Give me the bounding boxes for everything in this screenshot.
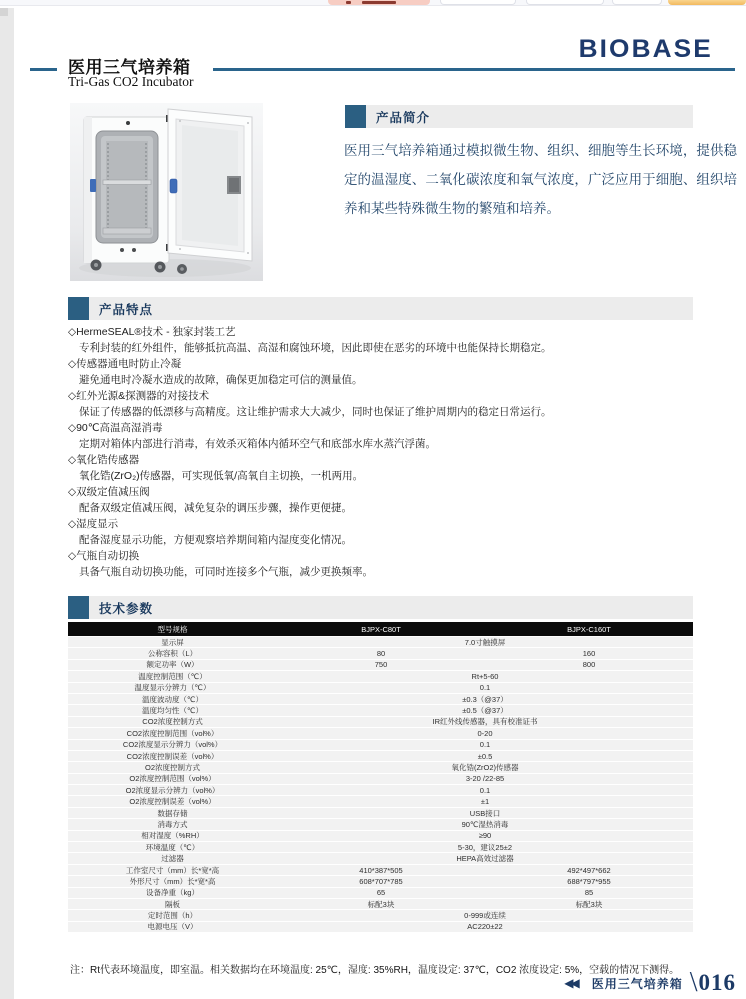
browser-chrome-strip [0, 0, 746, 6]
table-row [68, 774, 693, 785]
row-label: 工作室尺寸（mm）长*宽*高 [125, 865, 220, 875]
footer-separator: \ [689, 967, 698, 998]
table-row [68, 751, 693, 762]
row-value-c160t: 160 [582, 649, 596, 659]
row-value-merged: AC220±22 [467, 922, 503, 932]
row-value-c160t: 492*497*662 [567, 865, 611, 875]
footer-section-label: 医用三气培养箱 [591, 976, 683, 991]
row-value-merged: 0.1 [479, 785, 491, 795]
row-label: CO2浓度控制误差（vol%） [126, 751, 219, 761]
header-cell-model-1: BJPX-C80T [361, 624, 401, 634]
row-label: 外形尺寸（mm）长*宽*高 [129, 876, 216, 886]
row-value-merged: 7.0寸触摸屏 [464, 637, 506, 647]
table-row [68, 865, 693, 876]
row-label: CO2浓度显示分辨力（vol%） [122, 740, 223, 750]
spec-table-body [68, 637, 693, 933]
feature-description: 保证了传感器的低漂移与高精度。这让维护需求大大减少，同时也保证了维护周期内的稳定日常运行。 [79, 406, 552, 418]
row-value-merged: ±0.5（@37） [462, 706, 508, 716]
feature-description: 配备湿度显示功能，方便观察培养期间箱内湿度变化情况。 [79, 534, 352, 546]
spec-table [68, 622, 693, 933]
section-square-icon [68, 297, 89, 320]
table-row [68, 717, 693, 728]
intro-paragraph: 医用三气培养箱通过模拟微生物、组织、细胞等生长环境，提供稳定的温湿度、二氧化碳浓度和氧气浓度，广泛应用于细胞、组织培养和某些特殊微生物的繁殖和培养。 [344, 143, 737, 216]
row-label: 电源电压（V） [147, 922, 198, 932]
feature-title: ◇HermeSEAL®技术 - 独家封装工艺 [68, 326, 236, 338]
row-value-c160t: 标配3块 [575, 899, 603, 909]
section-banner-features [68, 297, 693, 320]
feature-description: 配备双级定值减压阀，减免复杂的调压步骤，操作更便捷。 [79, 502, 352, 514]
row-label: O2浓度控制范围（vol%） [129, 774, 216, 784]
table-row [68, 740, 693, 751]
brand-logo: BIOBASE [578, 35, 713, 63]
section-banner-specs [68, 596, 693, 619]
table-row [68, 922, 693, 933]
table-row [68, 683, 693, 694]
feature-description: 避免通电时冷凝水造成的故障，确保更加稳定可信的测量值。 [79, 374, 363, 386]
table-row [68, 831, 693, 842]
browser-tab[interactable] [440, 0, 516, 5]
row-value-c80t: 750 [374, 660, 388, 670]
row-value-merged: ≥90 [478, 831, 492, 841]
table-row [68, 660, 693, 671]
table-row [68, 705, 693, 716]
row-value-merged: 0-20 [477, 728, 493, 738]
header-rule-line [213, 68, 735, 71]
row-value-c160t: 688*797*955 [567, 876, 611, 886]
row-value-merged: ±0.3（@37） [462, 694, 508, 704]
table-row [68, 819, 693, 830]
row-value-merged: HEPA高效过滤器 [456, 854, 514, 864]
tab-title-fragment [362, 1, 396, 4]
row-value-merged: 5-30，建议25±2 [457, 842, 513, 852]
spec-table-header [68, 622, 693, 637]
feature-title: ◇红外光源&探测器的对接技术 [68, 390, 210, 402]
browser-tab[interactable] [526, 0, 604, 5]
table-row [68, 762, 693, 773]
page-left-margin-strip [0, 8, 14, 999]
row-value-c80t: 65 [376, 888, 386, 898]
table-row [68, 671, 693, 682]
row-value-merged: USB接口 [469, 808, 501, 818]
row-value-c80t: 608*707*785 [359, 876, 403, 886]
table-row [68, 637, 693, 648]
table-row [68, 853, 693, 864]
section-title: 产品特点 [99, 302, 154, 317]
section-banner-intro [345, 105, 693, 128]
table-row [68, 876, 693, 887]
feature-description: 定期对箱体内部进行消毒，有效杀灭箱体内循环空气和底部水库水蒸汽浮菌。 [79, 438, 436, 450]
table-row [68, 888, 693, 899]
row-value-merged: 0.1 [479, 740, 491, 750]
table-row [68, 728, 693, 739]
row-value-c80t: 410*387*505 [359, 865, 403, 875]
feature-title: ◇气瓶自动切换 [68, 550, 140, 562]
table-row [68, 796, 693, 807]
row-label: 公称容积（L） [147, 649, 198, 659]
feature-title: ◇湿度显示 [68, 518, 119, 530]
feature-title: ◇双级定值减压阀 [68, 486, 150, 498]
title-accent-dash [30, 68, 57, 71]
tab-favicon-fragment [346, 1, 351, 4]
row-value-merged: 0.1 [479, 683, 491, 693]
row-label: 显示屏 [161, 637, 184, 647]
row-value-merged: 0-999或连续 [464, 911, 506, 921]
page-footer [564, 969, 736, 997]
browser-tab[interactable] [612, 0, 662, 5]
row-label: 温度波动度（℃） [142, 694, 203, 704]
row-value-merged: ±0.5 [477, 751, 493, 761]
features-list [68, 324, 693, 580]
row-value-merged: IR红外线传感器，具有校准证书 [432, 717, 538, 727]
row-label: O2浓度控制误差（vol%） [129, 797, 216, 807]
table-row [68, 648, 693, 659]
row-value-c80t: 标配3块 [367, 899, 395, 909]
row-value-merged: ±1 [480, 797, 490, 807]
header-cell-model-2: BJPX-C160T [567, 624, 611, 634]
table-row [68, 785, 693, 796]
browser-tab-highlight[interactable] [668, 0, 746, 5]
row-label: 温度控制范围（℃） [138, 671, 207, 681]
section-square-icon [345, 105, 366, 128]
feature-title: ◇氧化锆传感器 [68, 454, 140, 466]
page-corner-fragment [0, 8, 8, 16]
browser-tab-active[interactable] [328, 0, 430, 5]
table-row [68, 910, 693, 921]
section-square-icon [68, 596, 89, 619]
row-label: 设备净重（kg） [146, 888, 199, 898]
page-title: 医用三气培养箱 [68, 58, 191, 77]
header-cell-model: 型号规格 [157, 624, 188, 634]
row-value-c160t: 800 [582, 660, 596, 670]
row-label: CO2浓度控制方式 [142, 717, 203, 727]
row-label: O2浓度显示分辨力（vol%） [125, 785, 220, 795]
row-label: 相对湿度（%RH） [141, 831, 204, 841]
footer-page-number: 016 [698, 970, 736, 995]
row-label: 定时范围（h） [147, 911, 198, 921]
row-label: 温度均匀性（℃） [142, 706, 203, 716]
page-subtitle: Tri-Gas CO2 Incubator [68, 74, 194, 89]
back-arrows-icon: ◀◀ [564, 976, 577, 990]
row-value-c80t: 80 [376, 649, 386, 659]
row-value-merged: 氧化锆(ZrO2)传感器 [451, 763, 519, 772]
feature-description: 专利封装的红外组件，能够抵抗高温、高湿和腐蚀环境，因此即使在恶劣的环境中也能保持长期稳定。 [79, 342, 552, 354]
row-label: 温度显示分辨力（℃） [134, 683, 211, 693]
feature-title: ◇90℃高温高湿消毒 [68, 422, 163, 434]
row-label: 环境温度（℃） [145, 842, 200, 852]
row-value-c160t: 85 [584, 888, 594, 898]
row-label: 隔板 [165, 899, 180, 909]
table-row [68, 899, 693, 910]
row-value-merged: 90℃湿热消毒 [461, 819, 509, 829]
row-label: 消毒方式 [157, 819, 188, 829]
row-label: 过滤器 [161, 854, 184, 864]
table-row [68, 808, 693, 819]
footnote: 注：Rt代表环境温度，即室温。相关数据均在环境温度: 25℃，湿度: 35%RH，温度设定: 37℃，CO2 浓度设定: 5%，空载的情况下测得。 [70, 965, 680, 976]
row-label: 数据存储 [157, 808, 188, 818]
row-value-merged: Rt+5-60 [471, 671, 499, 681]
feature-description: 氧化锆(ZrO₂)传感器，可实现低氧/高氧自主切换，一机两用。 [79, 470, 364, 482]
incubator-illustration [70, 103, 263, 281]
table-row [68, 694, 693, 705]
section-title: 产品简介 [376, 110, 431, 125]
table-row [68, 842, 693, 853]
section-title: 技术参数 [99, 601, 154, 616]
row-label: CO2浓度控制范围（vol%） [126, 728, 219, 738]
feature-description: 具备气瓶自动切换功能，可同时连接多个气瓶，减少更换频率。 [79, 566, 373, 578]
product-image [70, 103, 263, 281]
row-value-merged: 3-20 /22-85 [465, 774, 505, 784]
feature-title: ◇传感器通电时防止冷凝 [68, 358, 182, 370]
row-label: 额定功率（W） [146, 660, 199, 670]
row-label: O2浓度控制方式 [144, 763, 200, 772]
